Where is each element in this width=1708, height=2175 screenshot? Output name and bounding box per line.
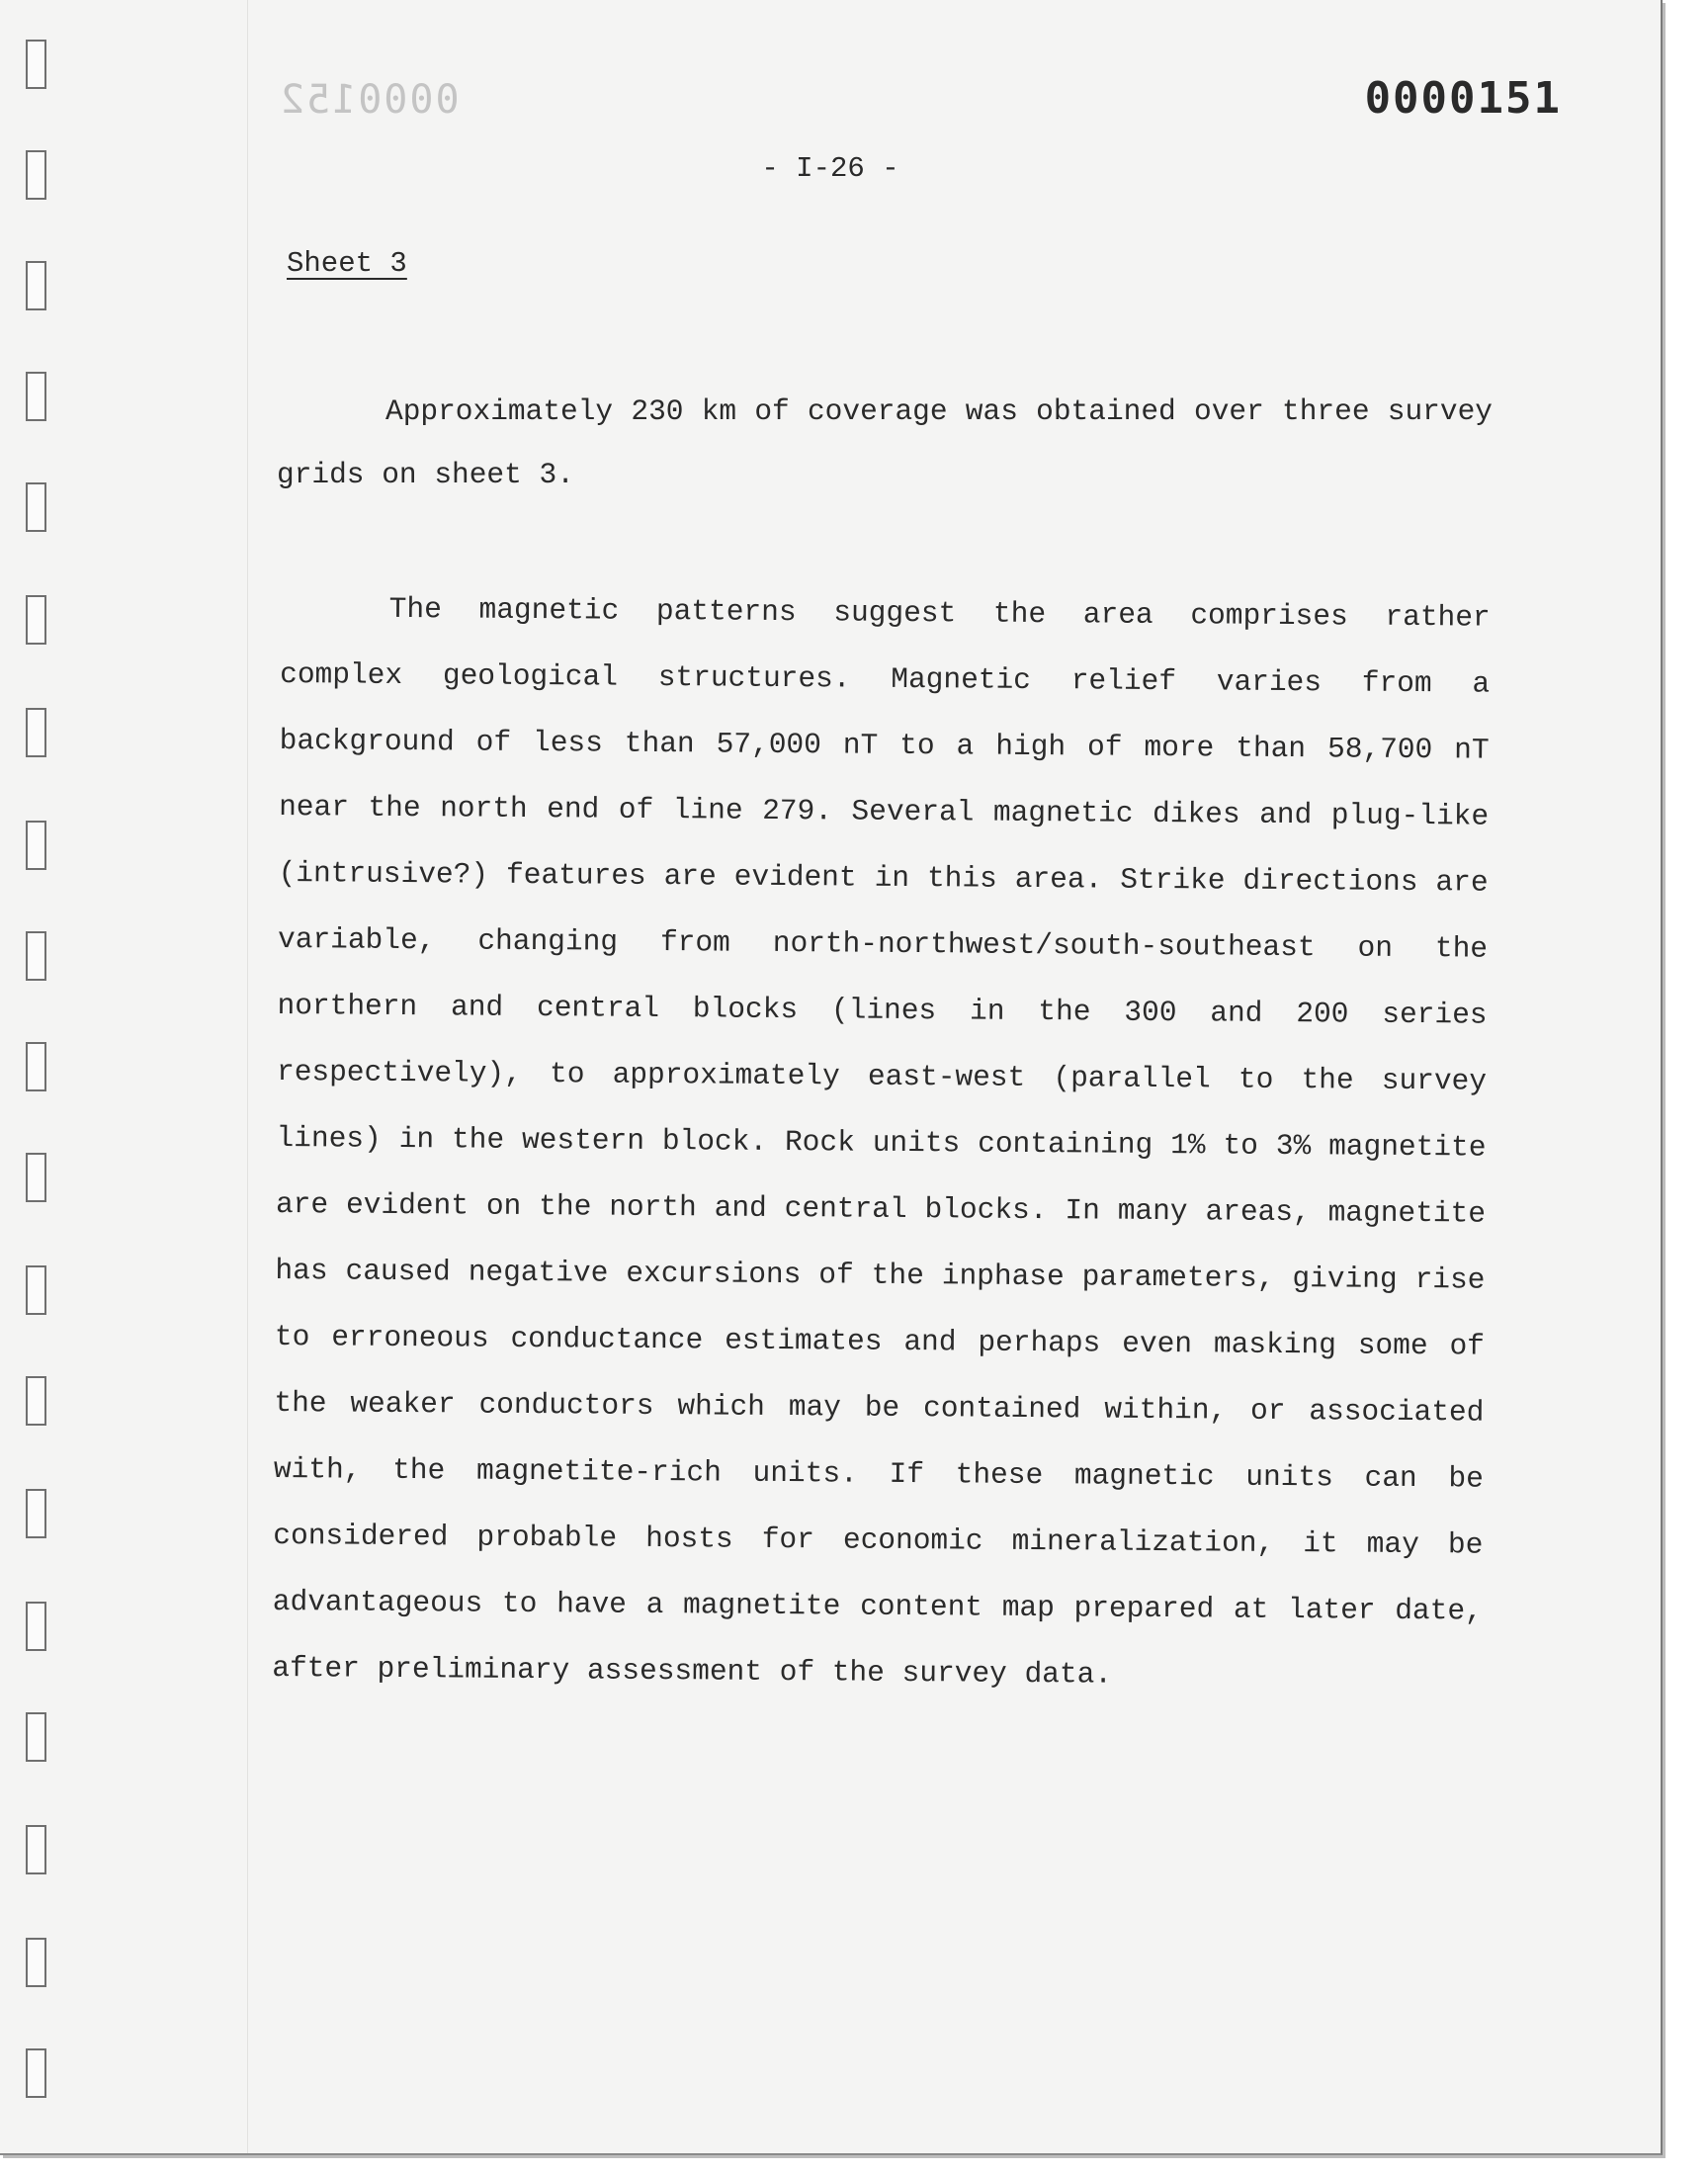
feed-hole — [26, 1825, 46, 1874]
feed-hole — [26, 595, 46, 645]
feed-hole — [26, 1938, 46, 1987]
feed-hole — [26, 708, 46, 757]
feed-hole — [26, 40, 46, 89]
feed-hole — [26, 1265, 46, 1315]
feed-hole — [26, 1376, 46, 1426]
feed-hole — [26, 1602, 46, 1651]
feed-hole — [26, 821, 46, 870]
feed-hole — [26, 1712, 46, 1762]
page-number: - I-26 - — [761, 152, 899, 185]
bleed-through-number: 0000152 — [279, 77, 460, 123]
document-number: 0000151 — [1364, 73, 1562, 124]
feed-hole — [26, 482, 46, 532]
paragraph-coverage: Approximately 230 km of coverage was obtained over three survey grids on sheet 3. — [277, 394, 1493, 491]
section-heading: Sheet 3 — [287, 247, 407, 280]
feed-hole — [26, 1042, 46, 1091]
paragraph-magnetic-patterns: The magnetic patterns suggest the area comprises rather complex geological structures. Magnetic relief varies from a background of less than 57,000 nT to a high of more than 58,700 nT near the north end of line 279. Several magnetic dikes and plug-like (intrusive?) features are evident in this area. Strike directions are variable, changing from north-northwest/south-southeast on the northern and central blocks (lines in the 300 and 200 series respectively), to approximately east-west (parallel to the survey lines) in the western block. Rock units containing 1% to 3% magnetite are evident on the north and central blocks. In many areas, magnetite has caused negative excursions of the inphase parameters, giving rise to erroneous conductance estimates and perhaps even masking some of the weaker conductors which may be contained within, or associated with, the magnetite-rich units. If these magnetic units can be considered probable hosts for economic mineralization, it may be advantageous to have a magnetite content map prepared at later date, after preliminary assessment of the survey data. — [272, 591, 1491, 1692]
paper-fold-line — [247, 0, 248, 2153]
feed-hole — [26, 1153, 46, 1202]
feed-hole — [26, 1489, 46, 1538]
feed-hole — [26, 2048, 46, 2098]
feed-hole — [26, 931, 46, 981]
feed-hole — [26, 372, 46, 421]
feed-hole — [26, 261, 46, 310]
tractor-feed-holes — [26, 40, 49, 2096]
